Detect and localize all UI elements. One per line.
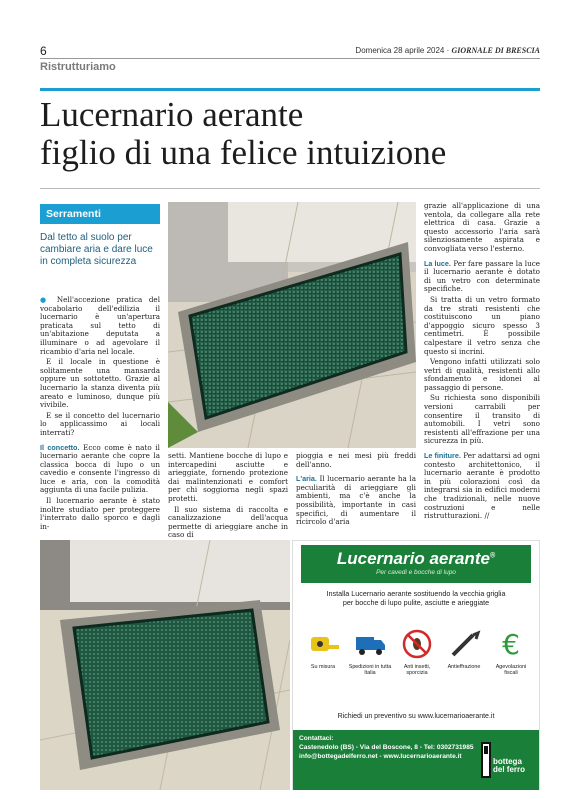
paragraph: La luce. Per fare passare la luce il lucernario aerante è dotato di un vetro con determinate specifiche.: [424, 258, 540, 294]
page-number: 6: [40, 44, 47, 58]
paragraph: Il suo sistema di raccolta e canalizzazione dell'acqua permette di arieggiare anche in caso di: [168, 504, 288, 540]
advertisement: [292, 540, 540, 790]
paragraph: Su richiesta sono disponibili versioni carrabili per consentire il transito di automobili. I vetri sono resistenti all'effrazione per una sicurezza in più.: [424, 393, 540, 446]
article-column-4: [424, 202, 540, 523]
dateline: [355, 46, 540, 55]
feature-custom-size: Su misura: [301, 627, 345, 719]
ad-intro: Installa Lucernario aerante sostituendo la vecchia griglia per bocche di lupo pulite, asciutte e arieggiate: [326, 589, 506, 607]
paragraph: Il concetto. Ecco come è nato il lucernario aerante che copre la classica bocca di lupo o un cavedio e consente l'ingresso di luce e aria, con la comodità aggiunta di una facile pulizia.: [40, 442, 160, 495]
article-column-1: [40, 296, 160, 533]
paragraph-heading: L'aria.: [296, 474, 317, 484]
paragraph: E il locale in questione è solitamente una mansarda oppure un sottotetto. Grazie al lucernario la stanza diventa più areato e luminoso, dunque più vivibile.: [40, 357, 160, 410]
paragraph: L'aria. Il lucernario aerante ha la peculiarità di arieggiare gli ambienti, ma c'è anche la possibilità, importante in casi specifici, di aumentare il ricircolo d'aria: [296, 474, 416, 527]
issue-date: Domenica 28 aprile 2024: [355, 46, 445, 55]
truck-icon: [353, 627, 387, 661]
article-headline: [40, 96, 540, 172]
contacts-address: Castenedolo (BS) - Via del Boscone, 8 - Tel: 0302731985: [299, 744, 474, 751]
lucernario-photo-icon: [40, 540, 290, 790]
paragraph: setti. Mantiene bocche di lupo e intercapedini asciutte e arieggiate, fornendo protezione dai malintenzionati e comfort per chi soggiorna negli spazi protetti.: [168, 451, 288, 503]
ad-banner: [301, 545, 531, 583]
ad-subtitle: Per cavedi e bocche di lupo: [376, 569, 456, 576]
section-title: Ristrutturiamo: [40, 61, 116, 73]
headline-line-2: figlio di una felice intuizione: [40, 133, 447, 172]
end-mark: //: [484, 511, 490, 521]
paragraph: Le finiture. Per adattarsi ad ogni contesto architettonico, il lucernario aerante è prodotto in più colorazioni così da integrarsi sia in edifici moderni che tradizionali, nelle nuove costruzioni e nelle ristrutturazioni. //: [424, 451, 540, 521]
paragraph-heading: Il concetto.: [40, 442, 80, 452]
lucernario-photo-icon: [168, 202, 416, 448]
paragraph-heading: Le finiture.: [424, 451, 461, 461]
bullet-icon: ●: [40, 296, 57, 304]
feature-anti-burglary: Antieffrazione: [442, 627, 486, 719]
paragraph: Il lucernario aerante è stato inoltre studiato per proteggere l'interrato dallo sporco e dagli in-: [40, 496, 160, 531]
bottega-del-ferro-logo: bottega del ferro: [479, 738, 533, 782]
header-rule: [40, 58, 540, 59]
paragraph-heading: La luce.: [424, 258, 451, 268]
headline-rule: [40, 188, 540, 189]
paragraph: E se il concetto del lucernario lo applicassimo ai locali interrati?: [40, 410, 160, 437]
ad-title: Lucernario aerante®: [336, 549, 496, 568]
tape-measure-icon: [306, 627, 340, 661]
ad-cta[interactable]: Richiedi un preventivo su www.lucernarioaerante.it: [337, 713, 495, 720]
feature-tax-incentives: € Agevolazioni fiscali: [495, 628, 527, 677]
dateline-separator: ·: [446, 46, 450, 55]
paragraph: grazie all'applicazione di una ventola, da collegare alla rete elettrica di casa. Grazie a questo accessorio l'aria sarà silenziosamente aspirata e convogliata verso l'esterno.: [424, 201, 540, 253]
feature-anti-insects: Anti insetti, sporcizia: [395, 627, 439, 719]
category-tag: Serramenti: [40, 204, 160, 224]
paragraph: pioggia e nei mesi più freddi dell'anno.: [296, 451, 416, 469]
contacts-label: Contattaci:: [299, 735, 334, 742]
article-photo: [168, 202, 416, 448]
paragraph: Vengono infatti utilizzati solo vetri di qualità, resistenti allo sfondamento e idonei al passaggio di persone.: [424, 357, 540, 392]
crowbar-icon: [447, 627, 481, 661]
ad-features: [301, 627, 533, 719]
article-column-2: [168, 452, 288, 542]
euro-icon: [494, 627, 528, 661]
contacts-web: info@bottegadelferro.net - www.lucernarioaerante.it: [299, 753, 462, 760]
ad-photo: [40, 540, 290, 790]
paragraph: Si tratta di un vetro formato da tre strati resistenti che costituiscono un piano d'appoggio sicuro spesso 3 centimetri. È possibile calpestare il vetro senza che questo si incrini.: [424, 294, 540, 356]
feature-shipping: Spedizioni in tutta Italia: [348, 627, 392, 719]
section-rule: [40, 88, 540, 91]
article-column-3: [296, 452, 416, 529]
page-header: [40, 44, 540, 58]
no-insects-icon: [400, 627, 434, 661]
article-subhead: Dal tetto al suolo per cambiare aria e dare luce in completa sicurezza: [40, 232, 153, 267]
svg-text:€: €: [502, 628, 520, 661]
newspaper-name: GIORNALE DI BRESCIA: [451, 46, 540, 55]
headline-line-1: Lucernario aerante: [40, 95, 304, 134]
ad-contacts: [293, 730, 539, 790]
paragraph: ● Nell'accezione pratica del vocabolario dell'edilizia il lucernario è un'apertura praticata sul tetto di un'abitazione deputata a illuminare o ad agevolare il ricambio d'aria nel locale.: [40, 295, 160, 356]
